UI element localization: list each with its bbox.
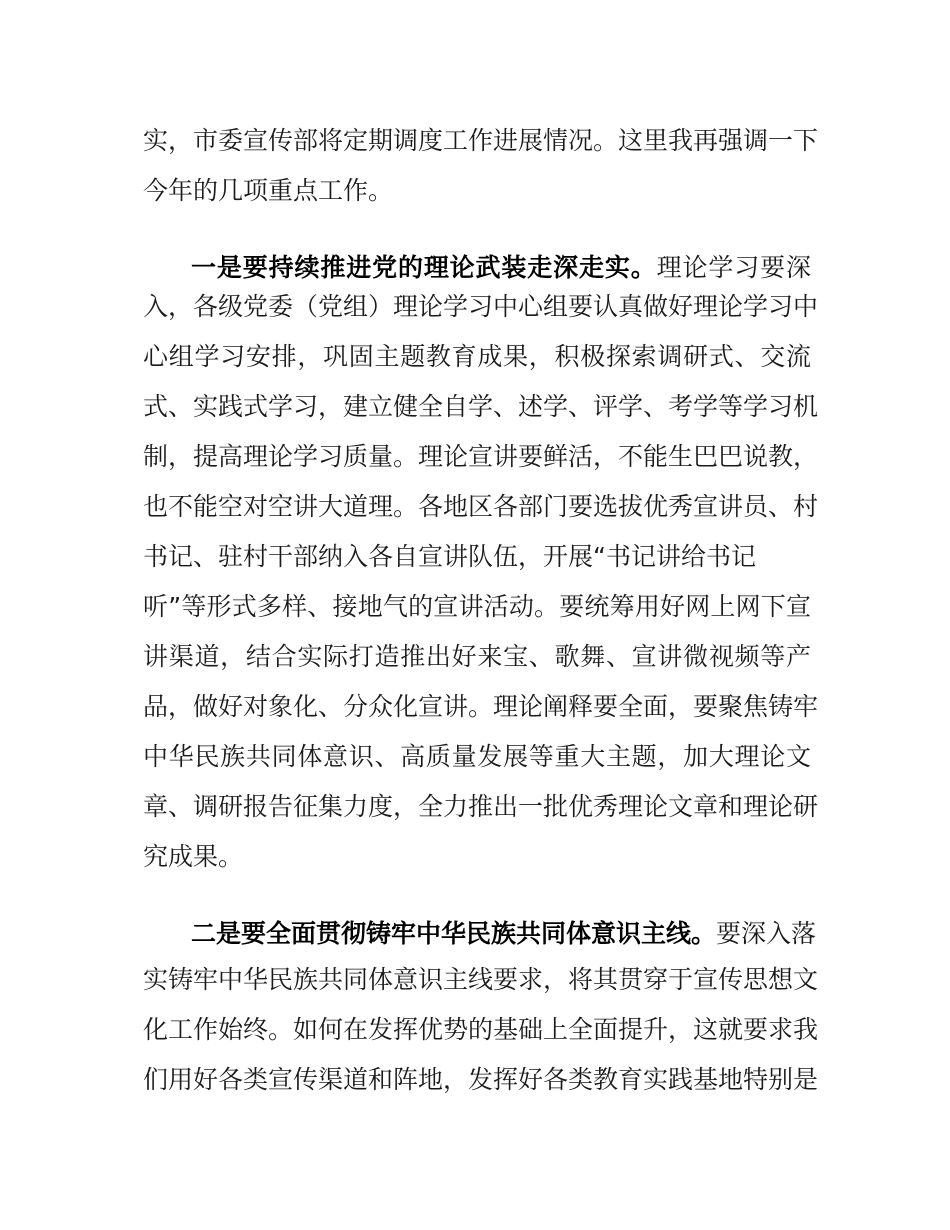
section-heading-1: 一是要持续推进党的理论武装走深走实。: [191, 253, 657, 282]
text-line-5: 心组学习安排，巩固主题教育成果，积极探索调研式、交流: [143, 342, 811, 371]
text-line-1: 实，市委宣传部将定期调度工作进展情况。这里我再强调一下: [143, 126, 819, 155]
text-line-11: 讲渠道，结合实际打造推出好来宝、歌舞、宣讲微视频等产: [143, 642, 811, 671]
text-line-9: 书记、驻村干部纳入各自宣讲队伍，开展“书记讲给书记: [143, 542, 756, 571]
text-line-17: 实铸牢中华民族共同体意识主线要求，将其贯穿于宣传思想文: [143, 965, 819, 994]
text-line-6: 式、实践式学习，建立健全自学、述学、评学、考学等学习机: [143, 392, 819, 421]
text-line-14: 章、调研报告征集力度，全力推出一批优秀理论文章和理论研: [143, 792, 819, 821]
section-heading-2: 二是要全面贯彻铸牢中华民族共同体意识主线。: [191, 919, 717, 948]
text-line-2: 今年的几项重点工作。: [143, 176, 394, 205]
text-line-18: 化工作始终。如何在发挥优势的基础上全面提升，这就要求我: [143, 1015, 819, 1044]
text-line-3: 一是要持续推进党的理论武装走深走实。理论学习要深: [191, 253, 811, 282]
text-line-15: 究成果。: [143, 842, 244, 871]
text-line-19: 们用好各类宣传渠道和阵地，发挥好各类教育实践基地特别是: [143, 1065, 819, 1094]
text-line-8: 也不能空对空讲大道理。各地区各部门要选拔优秀宣讲员、村: [143, 492, 819, 521]
text-line-10: 听”等形式多样、接地气的宣讲活动。要统筹用好网上网下宣: [143, 592, 811, 621]
text-line-16: 二是要全面贯彻铸牢中华民族共同体意识主线。要深入落: [191, 919, 817, 948]
text-line-4: 入，各级党委（党组）理论学习中心组要认真做好理论学习中: [143, 292, 819, 321]
text-line-13: 中华民族共同体意识、高质量发展等重大主题，加大理论文: [143, 742, 811, 771]
text-line-7: 制，提高理论学习质量。理论宣讲要鲜活，不能生巴巴说教，: [143, 442, 819, 471]
text-line-12: 品，做好对象化、分众化宣讲。理论阐释要全面，要聚焦铸牢: [143, 692, 819, 721]
